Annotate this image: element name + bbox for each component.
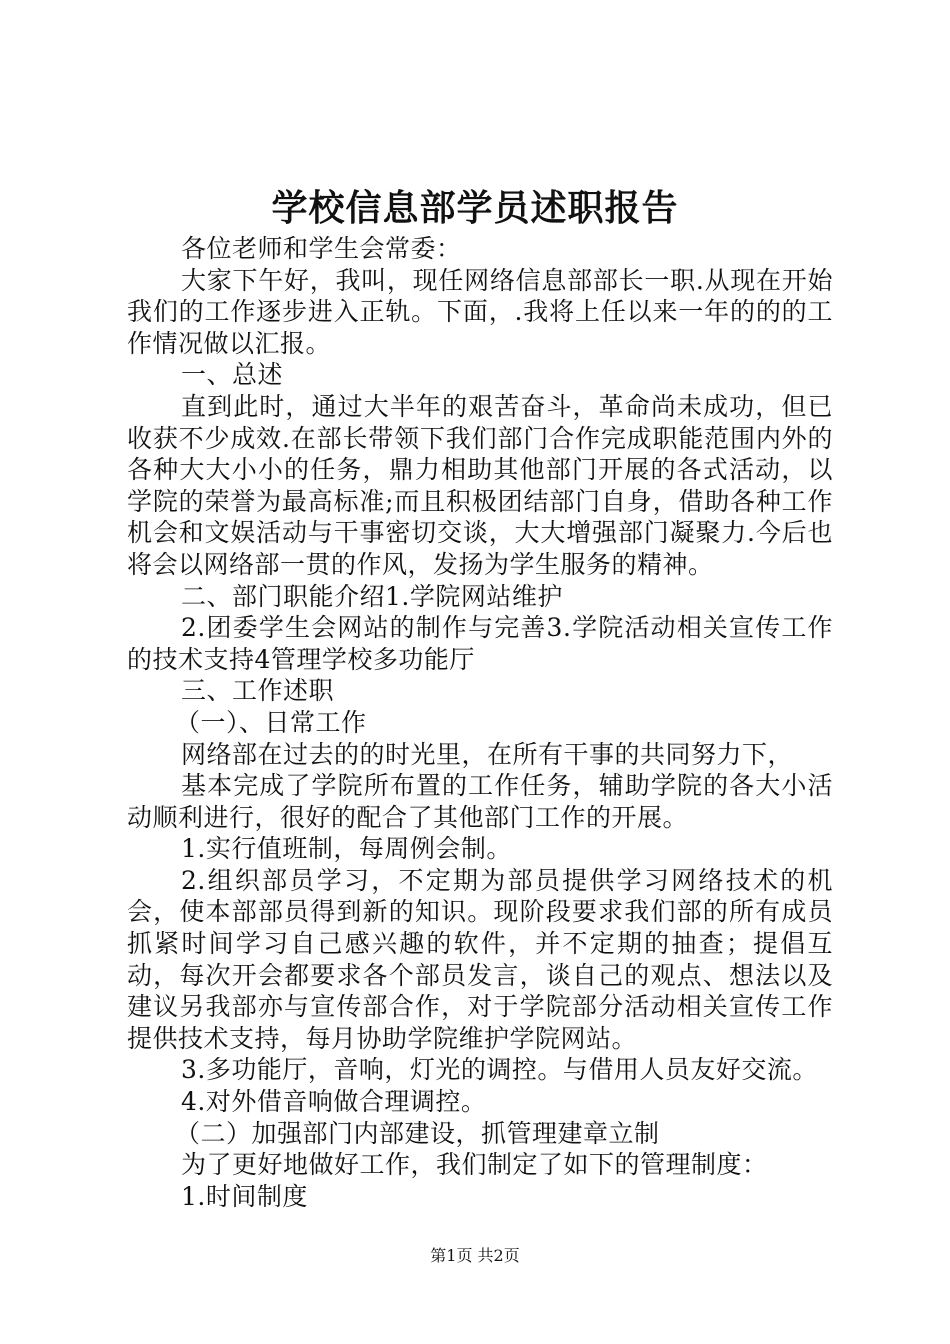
paragraph-greeting: 各位老师和学生会常委： — [181, 234, 462, 263]
list-item-time-rules: 1.时间制度 — [181, 1181, 308, 1211]
list-item-multifunction-hall: 3.多功能厅，音响，灯光的调控。与借用人员友好交流。 — [181, 1055, 818, 1085]
paragraph-functions: 2.团委学生会网站的制作与完善3.学院活动相关宣传工作的技术支持4管理学校多功能厅 — [127, 613, 833, 674]
paragraph-intro: 大家下午好，我叫，现任网络信息部部长一职.从现在开始我们的工作逐步进入正轨。下面，.我将上任以来一年的的的工作情况做以汇报。 — [127, 265, 833, 358]
page-footer: 第1页 共2页 — [430, 1246, 520, 1265]
list-item-staff-training: 2.组织部员学习，不定期为部员提供学习网络技术的机会，使本部部员得到新的知识。现阶段要求我们部的所有成员抓紧时间学习自己感兴趣的软件，并不定期的抽查；提倡互动，每次开会都要求各个部员发言，谈自己的观点、想法以及建议另我部亦与宣传部合作，对于学院部分活动相关宣传工作提供技术支持，每月协助学院维护学院网站。 — [127, 865, 833, 1053]
paragraph-management-rules: 为了更好地做好工作，我们制定了如下的管理制度： — [181, 1150, 768, 1180]
paragraph-daily-work-2: 基本完成了学院所布置的工作任务，辅助学院的各大小活动顺利进行，很好的配合了其他部门工作的开展。 — [127, 771, 833, 832]
section-heading-work-report: 三、工作述职 — [181, 676, 335, 706]
subsection-heading-internal-building: （二）加强部门内部建设，抓管理建章立制 — [175, 1118, 660, 1148]
list-item-audio-lending: 4.对外借音响做合理调控。 — [181, 1087, 487, 1117]
document-title: 学校信息部学员述职报告 — [271, 187, 679, 229]
document-body — [127, 233, 833, 1212]
subsection-heading-daily-work: （一）、日常工作 — [175, 707, 367, 737]
section-heading-summary: 一、总述 — [181, 360, 284, 390]
paragraph-daily-work-1: 网络部在过去的的时光里，在所有干事的共同努力下， — [181, 739, 794, 769]
section-heading-functions: 二、部门职能介绍1.学院网站维护 — [181, 581, 563, 611]
paragraph-summary: 直到此时，通过大半年的艰苦奋斗，革命尚未成功，但已收获不少成效.在部长带领下我们部门合作完成职能范围内外的各种大大小小的任务，鼎力相助其他部门开展的各式活动，以学院的荣誉为最高标准;而且积极团结部门自身，借助各种工作机会和文娱活动与干事密切交谈，大大增强部门凝聚力.今后也将会以网络部一贯的作风，发扬为学生服务的精神。 — [127, 391, 833, 579]
list-item-duty-system: 1.实行值班制，每周例会制。 — [181, 834, 512, 864]
